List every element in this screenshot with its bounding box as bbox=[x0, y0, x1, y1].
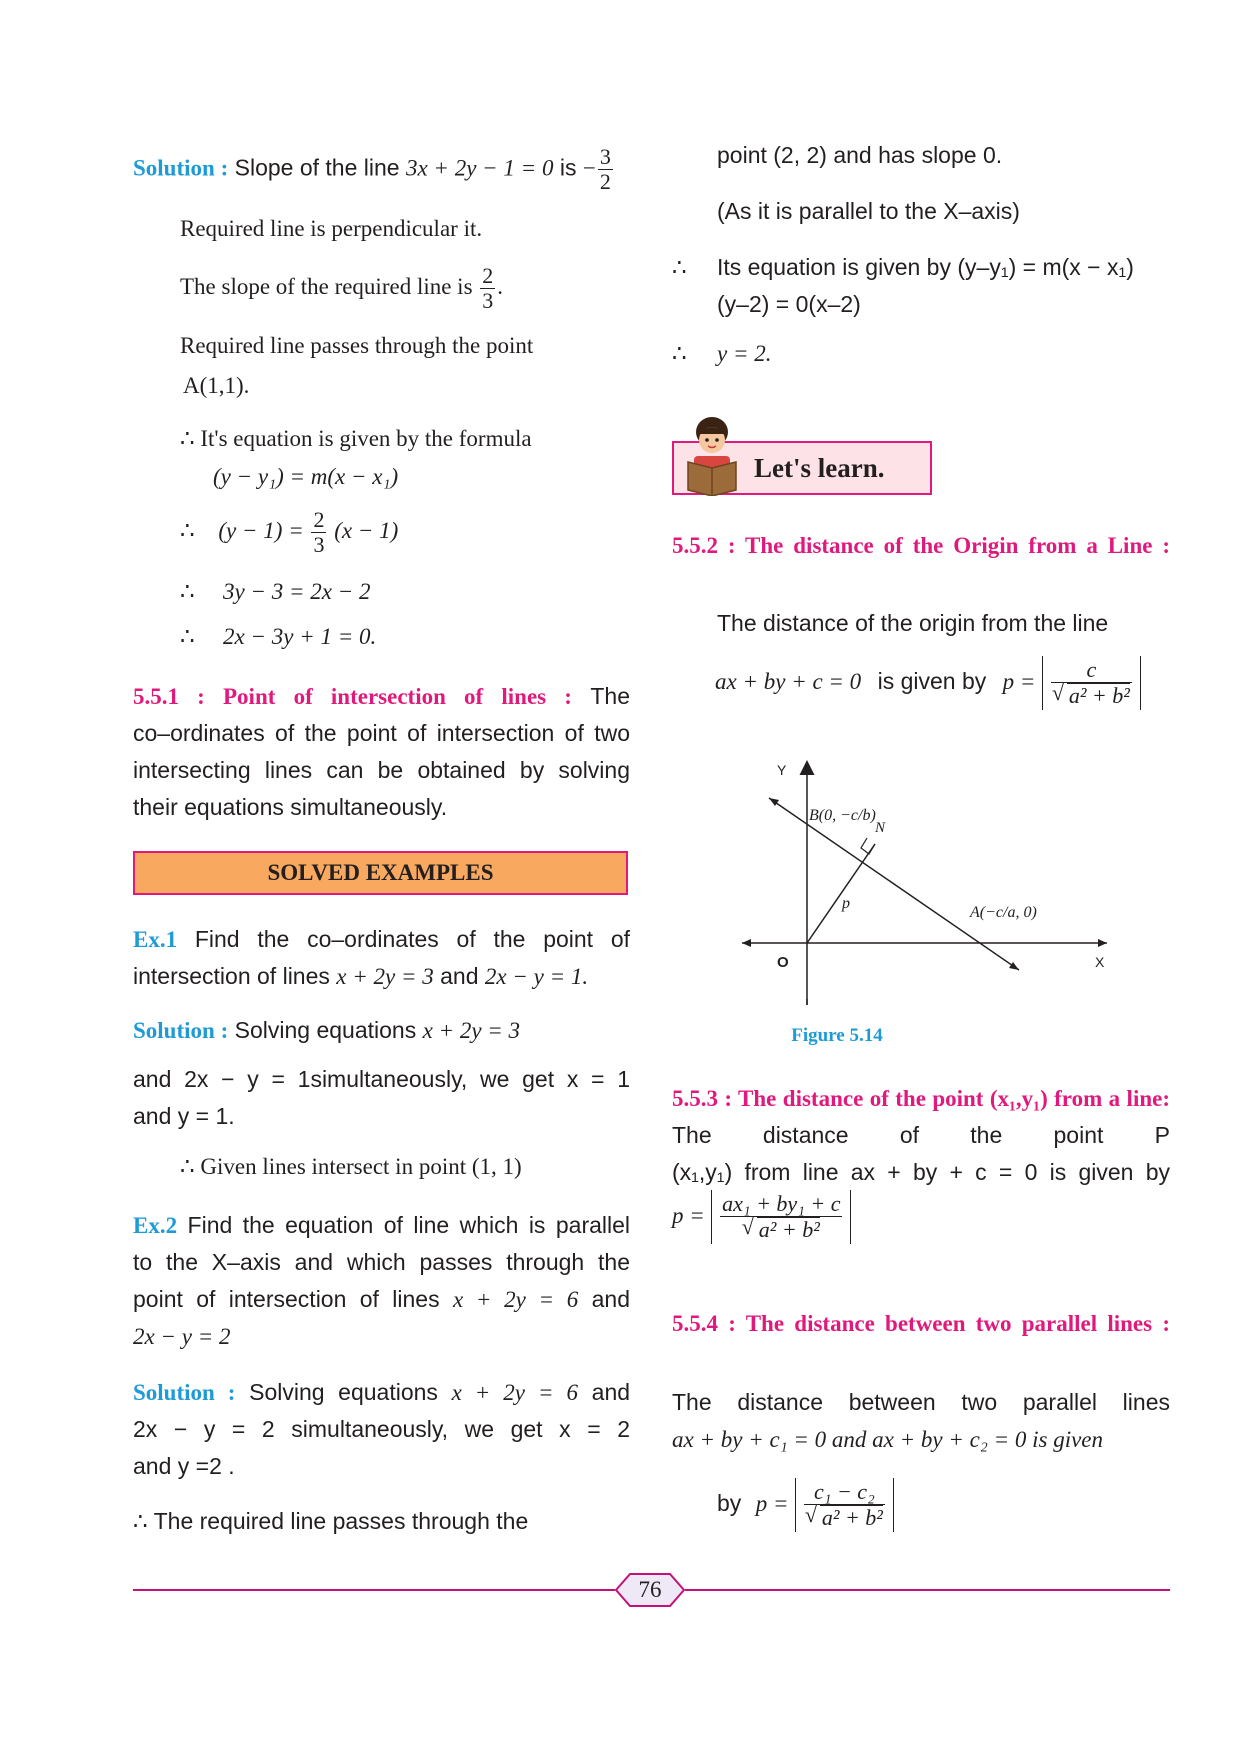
equation: 3x + 2y − 1 = 0 bbox=[405, 155, 554, 181]
example-label: Ex.2 bbox=[133, 1213, 178, 1238]
solution-3-last: ∴ The required line passes through the bbox=[133, 1508, 529, 1534]
point-a: A(1,1). bbox=[183, 373, 250, 398]
solution-3: Solution : Solving equations x + 2y = 6 and 2x − y = 2 simultaneously, we get x = 2 and y =2 . bbox=[133, 1379, 631, 1479]
therefore-symbol: ∴ bbox=[180, 624, 195, 649]
lets-learn-label: Let's learn. bbox=[754, 453, 885, 483]
step-1-fraction: $\frac{2}{3}$ bbox=[313, 507, 325, 557]
point-b-label: B(0, −c/b) bbox=[809, 807, 876, 824]
section-5-5-4-text: The distance between two parallel lines ax + by + c₁ = 0 and ax + by + c₂ = 0 is given bbox=[672, 1389, 1170, 1452]
figure-caption: Figure 5.14 bbox=[791, 1025, 883, 1046]
formula-text: ∴ It's equation is given by the formula bbox=[180, 426, 532, 451]
y-label: Y bbox=[777, 762, 787, 778]
formula: (y − y₁) = m(x − x₁) bbox=[213, 464, 399, 489]
step-3: ∴ 2x − 3y + 1 = 0. bbox=[180, 624, 377, 649]
figure-5-14-diagram bbox=[727, 755, 1127, 1015]
therefore-symbol: ∴ bbox=[672, 255, 687, 280]
perpendicular-p bbox=[807, 844, 875, 943]
step-1: ∴ (y − 1) = $\frac{2}{3}$ (x − 1) bbox=[180, 507, 399, 557]
equation-sub: (y–2) = 0(x–2) bbox=[717, 291, 861, 317]
solution-2: Solution : Solving equations x + 2y = 3 bbox=[133, 1017, 521, 1043]
therefore-symbol: ∴ bbox=[672, 341, 687, 366]
footer-line-left bbox=[133, 1589, 615, 1591]
solution-1-line: Solution : Slope of the line 3x + 2y − 1 = 0 is − $\frac{3}{2}$ bbox=[133, 144, 611, 194]
point-n-label: N bbox=[875, 820, 886, 836]
solution-text: Slope of the line bbox=[234, 154, 400, 181]
solution-2-line-2: and 2x − y = 1simultaneously, we get x = 1 bbox=[133, 1066, 630, 1092]
absolute-value: c √ a² + b² bbox=[1042, 656, 1141, 710]
section-5-5-3: 5.5.3 : The distance of the point (x₁,y₁) from a line: The distance of the point P (x₁,y₁) from line ax + by + c = 0 is given by bbox=[672, 1086, 1170, 1185]
girl-reading-icon bbox=[682, 412, 746, 496]
section-5-5-2-text: The distance of the origin from the line bbox=[717, 610, 1109, 636]
distance-formula-point: p = ax₁ + by₁ + c √ a² + b² bbox=[672, 1190, 1170, 1244]
footer-line-right bbox=[685, 1589, 1170, 1591]
therefore-symbol: ∴ bbox=[180, 579, 195, 604]
equation-final: ∴ y = 2. bbox=[672, 341, 772, 366]
therefore-symbol: ∴ bbox=[180, 517, 195, 543]
p-label: p bbox=[842, 895, 850, 912]
continued-1: point (2, 2) and has slope 0. bbox=[717, 142, 1003, 168]
distance-formula-parallel: by p = c₁ − c₂ √ a² + b² bbox=[717, 1478, 1170, 1532]
example-1: Ex.1 Find the co–ordinates of the point of intersection of lines x + 2y = 3 and 2x − y = 1. bbox=[133, 926, 631, 989]
slope-fraction: $\frac{3}{2}$ bbox=[599, 144, 611, 194]
point-a-label: A(−c/a, 0) bbox=[970, 904, 1037, 921]
page-number: 76 bbox=[638, 1577, 662, 1602]
solution-2-line-3: and y = 1. bbox=[133, 1103, 235, 1129]
solution-2-given: ∴ Given lines intersect in point (1, 1) bbox=[180, 1154, 522, 1179]
perpendicular-text: Required line is perpendicular it. bbox=[180, 216, 483, 241]
x-label: X bbox=[1095, 954, 1105, 970]
example-2: Ex.2 Find the equation of line which is parallel to the X–axis and which passes through the point of intersection of lines x + 2y = 6 and 2x − y = 2 bbox=[133, 1212, 631, 1349]
step-2: ∴ 3y − 3 = 2x − 2 bbox=[180, 579, 371, 604]
is-word: is bbox=[559, 154, 577, 181]
equation-line: ∴ Its equation is given by (y–y₁) = m(x − x₁) bbox=[672, 254, 1134, 280]
section-5-5-2-heading: 5.5.2 : The distance of the Origin from a Line : bbox=[672, 533, 1170, 558]
slope-fraction-2: $\frac{2}{3}$ bbox=[482, 263, 494, 313]
absolute-value: ax₁ + by₁ + c √ a² + b² bbox=[711, 1190, 851, 1244]
example-label: Ex.1 bbox=[133, 927, 178, 952]
slope-text-line: The slope of the required line is $\frac{2}{3}$ . bbox=[180, 263, 504, 313]
solved-examples-banner: SOLVED EXAMPLES bbox=[133, 851, 628, 895]
section-5-5-4: 5.5.4 : The distance between two parallel lines : bbox=[672, 1311, 1170, 1336]
section-5-5-1: 5.5.1 : Point of intersection of lines : The co–ordinates of the point of intersection of two intersecting lines can be obtained by solving their equations simultaneously. bbox=[133, 683, 630, 820]
origin-label: O bbox=[777, 954, 789, 971]
absolute-value: c₁ − c₂ √ a² + b² bbox=[795, 1478, 894, 1532]
solution-label: Solution : bbox=[133, 1380, 236, 1405]
solution-label: Solution : bbox=[133, 155, 229, 181]
slope-text: The slope of the required line is bbox=[180, 273, 473, 299]
passes-text: Required line passes through the point bbox=[180, 333, 534, 358]
solution-label: Solution : bbox=[133, 1018, 229, 1043]
section-heading: 5.5.1 : Point of intersection of lines : bbox=[133, 684, 572, 709]
distance-formula-origin: ax + by + c = 0 is given by p = c √ a² + b² bbox=[715, 656, 1170, 710]
continued-2: (As it is parallel to the X–axis) bbox=[717, 198, 1020, 224]
